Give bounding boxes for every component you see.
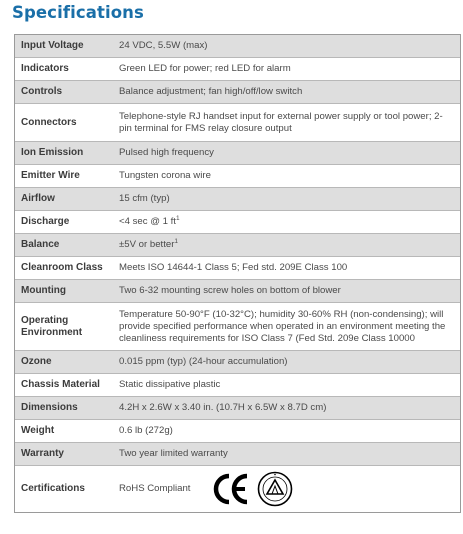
row-value: Two year limited warranty — [119, 448, 228, 459]
row-label: Weight — [21, 425, 55, 436]
footnote-marker: 1 — [174, 237, 179, 245]
row-label: Indicators — [21, 63, 69, 74]
table-row — [15, 466, 460, 512]
table-row — [15, 303, 460, 351]
row-label: Discharge — [21, 216, 70, 227]
footnote-marker: 1 — [175, 214, 180, 222]
table-row — [15, 374, 460, 397]
row-value: Temperature 50-90°F (10-32°C); humidity 30-60% RH (non-condensing); will provide specified performance when operated in an environment meeting the cleanliness requirements for ISO Class 7 (Fed Std. 209e Class 10000 — [119, 308, 446, 344]
row-value: Two 6-32 mounting screw holes on bottom of blower — [119, 285, 341, 296]
row-value: Static dissipative plastic — [119, 379, 221, 390]
specifications-table — [14, 34, 461, 513]
table-row — [15, 211, 460, 234]
table-row — [15, 234, 460, 257]
row-value: 24 VDC, 5.5W (max) — [119, 40, 208, 51]
row-value — [111, 239, 460, 251]
row-value: 15 cfm (typ) — [119, 193, 170, 204]
row-label: Certifications — [21, 483, 85, 494]
row-label: Airflow — [21, 193, 55, 204]
row-label: Chassis Material — [21, 379, 100, 390]
row-value: 0.6 lb (272g) — [119, 425, 173, 436]
table-row — [15, 188, 460, 211]
row-value: Pulsed high frequency — [119, 147, 214, 158]
row-label: Ozone — [21, 356, 52, 367]
table-row — [15, 81, 460, 104]
row-label: Balance — [21, 239, 60, 250]
row-label: Emitter Wire — [21, 170, 80, 181]
table-row — [15, 257, 460, 280]
row-value: 4.2H x 2.6W x 3.40 in. (10.7H x 6.5W x 8.7D cm) — [119, 402, 327, 413]
row-value: Telephone-style RJ handset input for external power supply or tool power; 2-pin terminal for FMS relay closure output — [119, 110, 443, 134]
table-row — [15, 165, 460, 188]
table-row — [15, 443, 460, 466]
table-row — [15, 35, 460, 58]
row-value: Green LED for power; red LED for alarm — [119, 63, 291, 74]
row-value-text: <4 sec @ 1 ft — [119, 216, 176, 227]
row-label: Input Voltage — [21, 40, 84, 51]
row-label: Controls — [21, 86, 63, 97]
row-value: Balance adjustment; fan high/off/low switch — [119, 86, 303, 97]
row-value: Tungsten corona wire — [119, 170, 211, 181]
row-value: 0.015 ppm (typ) (24-hour accumulation) — [119, 356, 288, 367]
row-label: Mounting — [21, 285, 66, 296]
row-label: Cleanroom Class — [21, 262, 103, 273]
row-label: Operating Environment — [21, 314, 83, 338]
row-value-text: RoHS Compliant — [119, 483, 191, 494]
tuv-triangle-icon — [256, 470, 294, 508]
page-title: Specifications — [12, 3, 144, 22]
row-label: Dimensions — [21, 402, 78, 413]
table-row — [15, 280, 460, 303]
certification-marks — [212, 470, 294, 508]
row-label: Ion Emission — [21, 147, 84, 158]
row-value — [111, 470, 460, 508]
row-label: Connectors — [21, 116, 77, 128]
table-row — [15, 142, 460, 165]
table-row — [15, 351, 460, 374]
row-value: Meets ISO 14644-1 Class 5; Fed std. 209E Class 100 — [119, 262, 348, 273]
row-value-text: ±5V or better — [119, 239, 175, 250]
table-row — [15, 58, 460, 81]
ce-mark-icon — [212, 470, 250, 508]
row-label: Warranty — [21, 448, 64, 459]
table-row — [15, 420, 460, 443]
table-row — [15, 397, 460, 420]
row-value — [111, 216, 460, 228]
table-row — [15, 104, 460, 142]
